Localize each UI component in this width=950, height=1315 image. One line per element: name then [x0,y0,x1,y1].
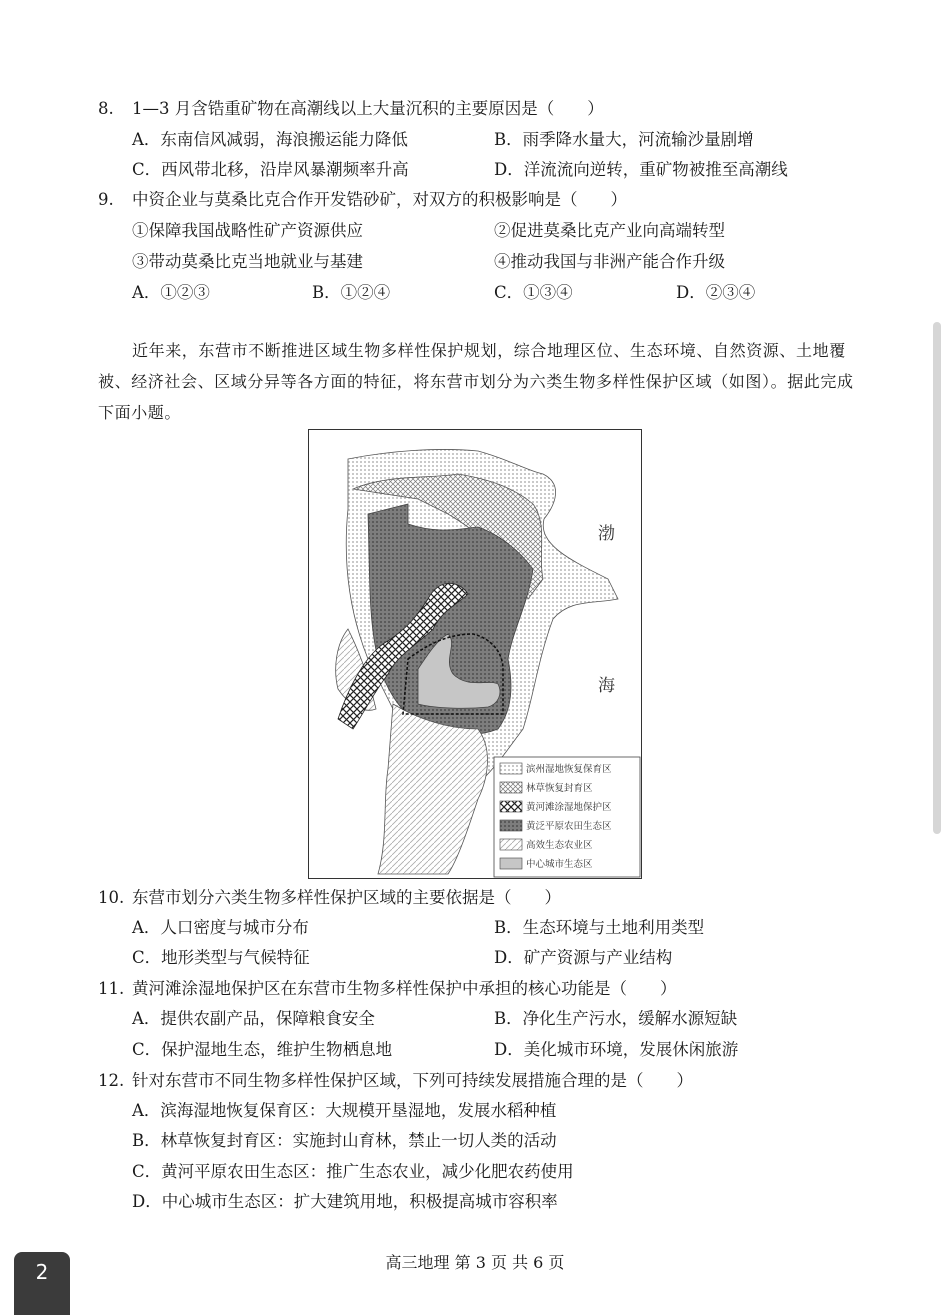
option-d: D．②③④ [676,283,756,302]
question-number: 12. [98,1071,125,1090]
question-number: 11. [98,979,125,998]
statement-1: ①保障我国战略性矿产资源供应 [132,221,363,240]
legend-swatch [500,839,522,850]
option-a: A．滨海湿地恢复保育区：大规模开垦湿地，发展水稻种植 [132,1101,557,1120]
question-number: 9. [98,190,114,209]
option-b: B．雨季降水量大，河流输沙量剧增 [494,130,754,149]
question-stem: 1—3 月含锆重矿物在高潮线以上大量沉积的主要原因是（ ） [132,99,604,118]
legend-label: 林草恢复封育区 [526,783,593,794]
option-c: C．保护湿地生态，维护生物栖息地 [132,1040,393,1059]
option-c: C．①③④ [494,283,573,302]
option-a: A．提供农副产品，保障粮食安全 [132,1009,375,1028]
legend-swatch [500,858,522,869]
statement-3: ③带动莫桑比克当地就业与基建 [132,252,363,271]
question-stem: 黄河滩涂湿地保护区在东营市生物多样性保护中承担的核心功能是（ ） [132,979,677,998]
option-d: D．中心城市生态区：扩大建筑用地，积极提高城市容积率 [132,1192,558,1211]
option-b: B．林草恢复封育区：实施封山育林，禁止一切人类的活动 [132,1131,557,1150]
legend-label: 黄河滩涂湿地保护区 [526,802,612,813]
option-b: B．生态环境与土地利用类型 [494,918,705,937]
scrollbar[interactable] [933,322,941,834]
protection-zone-map [308,429,642,879]
option-c: C．西风带北移，沿岸风暴潮频率升高 [132,160,409,179]
statement-4: ④推动我国与非洲产能合作升级 [494,252,725,271]
option-d: D．矿产资源与产业结构 [494,948,673,967]
legend-label: 黄泛平原农田生态区 [526,821,612,832]
option-c: C．地形类型与气候特征 [132,948,310,967]
legend-label: 中心城市生态区 [526,859,593,870]
option-a: A．①②③ [132,283,210,302]
passage [98,335,858,428]
legend-swatch [500,763,522,774]
legend-swatch [500,782,522,793]
option-d: D．美化城市环境，发展休闲旅游 [494,1040,739,1059]
page-footer: 高三地理 第 3 页 共 6 页 [385,1253,565,1272]
legend-label: 滨州湿地恢复保育区 [526,764,612,775]
legend-label: 高效生态农业区 [526,840,593,851]
sea-label-hai: 海 [598,676,615,696]
legend-swatch [500,820,522,831]
option-b: B．①②④ [312,283,391,302]
legend-swatch [500,801,522,812]
option-d: D．洋流流向逆转，重矿物被推至高潮线 [494,160,788,179]
option-a: A．人口密度与城市分布 [132,918,309,937]
question-number: 10. [98,888,125,907]
option-a: A．东南信风减弱，海浪搬运能力降低 [132,130,408,149]
option-b: B．净化生产污水，缓解水源短缺 [494,1009,738,1028]
option-c: C．黄河平原农田生态区：推广生态农业，减少化肥农药使用 [132,1162,574,1181]
question-number: 8. [98,99,114,118]
page-badge[interactable]: 2 [14,1252,70,1315]
statement-2: ②促进莫桑比克产业向高端转型 [494,221,725,240]
map-legend [494,757,640,877]
question-stem: 东营市划分六类生物多样性保护区域的主要依据是（ ） [132,888,561,907]
passage-text: 近年来，东营市不断推进区域生物多样性保护规划，综合地理区位、生态环境、自然资源、土地覆被、经济社会、区域分异等各方面的特征，将东营市划分为六类生物多样性保护区域（如图）。据此完成下面小题。 [98,341,854,422]
sea-label-bo: 渤 [598,524,615,544]
question-stem: 针对东营市不同生物多样性保护区域，下列可持续发展措施合理的是（ ） [132,1071,693,1090]
question-stem: 中资企业与莫桑比克合作开发锆砂矿，对双方的积极影响是（ ） [132,190,627,209]
